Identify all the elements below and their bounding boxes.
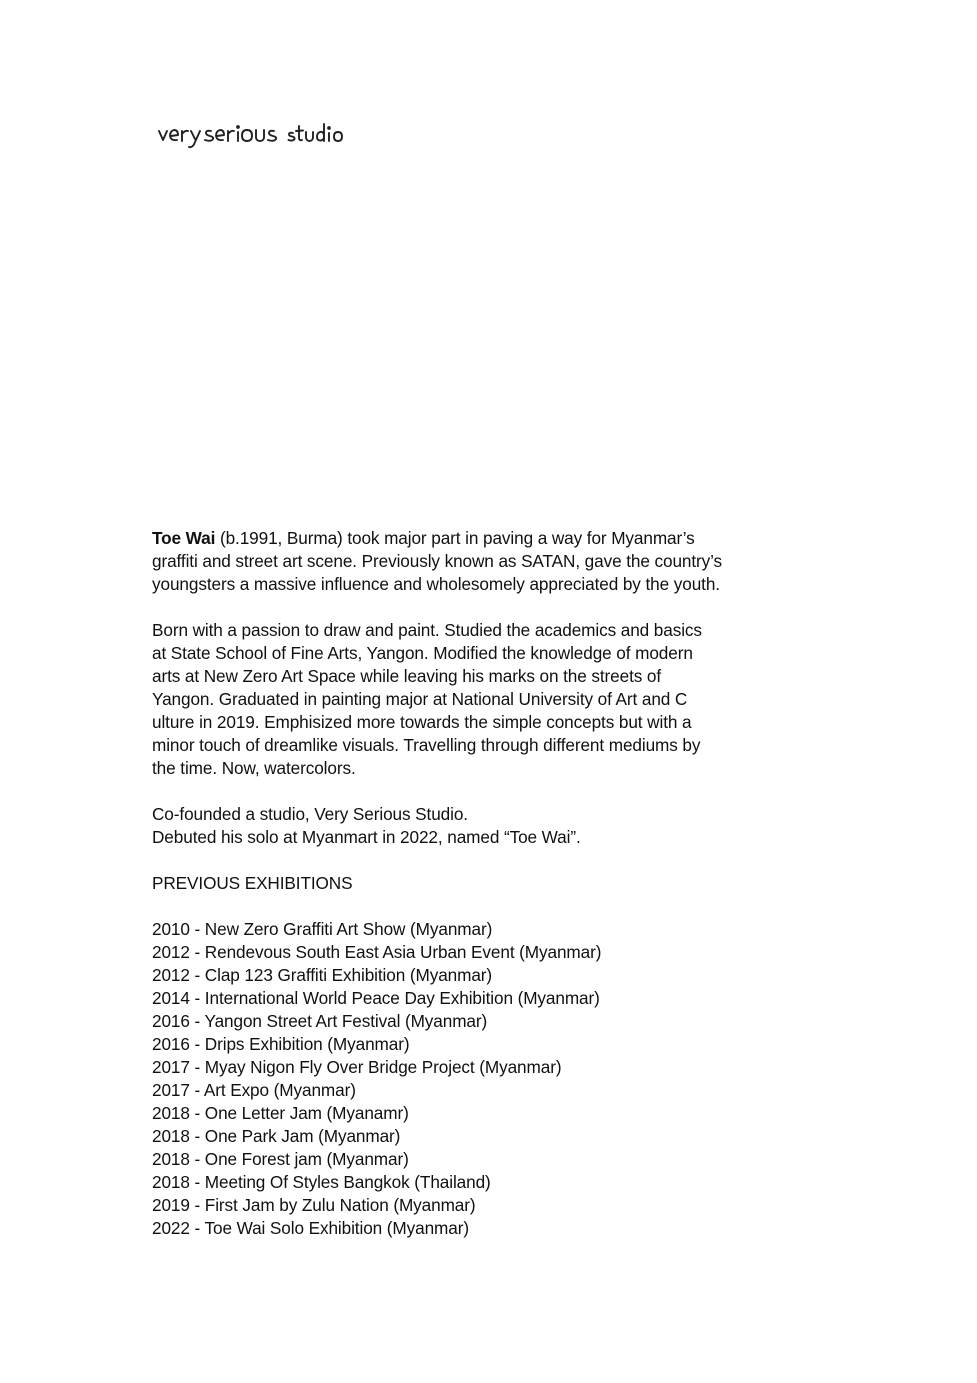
bio-education [152,619,812,780]
artist-name: Toe Wai [152,528,216,548]
exhibition-item: 2016 - Drips Exhibition (Myanmar) [152,1034,410,1054]
exhibition-item: 2018 - One Forest jam (Myanmar) [152,1149,409,1169]
bio-intro-line-2: graffiti and street art scene. Previously known as SATAN, gave the country’s [152,551,723,571]
bio-intro [152,527,812,596]
exhibition-item: 2017 - Myay Nigon Fly Over Bridge Project (Myanmar) [152,1057,562,1077]
exhibition-item: 2014 - International World Peace Day Exhibition (Myanmar) [152,988,600,1008]
exhibition-item: 2012 - Rendevous South East Asia Urban Event (Myanmar) [152,942,602,962]
exhibition-item: 2019 - First Jam by Zulu Nation (Myanmar) [152,1195,476,1215]
bio-studio-line: Debuted his solo at Myanmart in 2022, named “Toe Wai”. [152,827,581,847]
bio-document [152,527,812,1240]
bio-education-line: minor touch of dreamlike visuals. Travelling through different mediums by [152,735,701,755]
bio-education-line: Yangon. Graduated in painting major at National University of Art and C [152,689,688,709]
bio-education-line: at State School of Fine Arts, Yangon. Modified the knowledge of modern [152,643,693,663]
exhibition-item: 2010 - New Zero Graffiti Art Show (Myanmar) [152,919,493,939]
bio-studio-line: Co-founded a studio, Very Serious Studio. [152,804,468,824]
bio-intro-line-1: Toe Wai (b.1991, Burma) took major part in paving a way for Myanmar’s [152,528,695,548]
exhibition-item: 2016 - Yangon Street Art Festival (Myanmar) [152,1011,488,1031]
bio-education-line: arts at New Zero Art Space while leaving his marks on the streets of [152,666,662,686]
exhibition-item: 2018 - Meeting Of Styles Bangkok (Thailand) [152,1172,491,1192]
exhibitions-list [152,918,812,1240]
bio-education-line: ulture in 2019. Emphisized more towards the simple concepts but with a [152,712,692,732]
exhibition-item: 2017 - Art Expo (Myanmar) [152,1080,356,1100]
exhibition-item: 2022 - Toe Wai Solo Exhibition (Myanmar) [152,1218,469,1238]
bio-intro-line-3: youngsters a massive influence and wholesomely appreciated by the youth. [152,574,720,594]
bio-studio [152,803,812,849]
studio-logo [157,118,357,152]
exhibition-item: 2018 - One Park Jam (Myanmar) [152,1126,401,1146]
bio-education-line: the time. Now, watercolors. [152,758,356,778]
exhibition-item: 2018 - One Letter Jam (Myanamr) [152,1103,409,1123]
exhibitions-heading: PREVIOUS EXHIBITIONS [152,873,353,893]
exhibition-item: 2012 - Clap 123 Graffiti Exhibition (Myanmar) [152,965,493,985]
bio-education-line: Born with a passion to draw and paint. Studied the academics and basics [152,620,702,640]
